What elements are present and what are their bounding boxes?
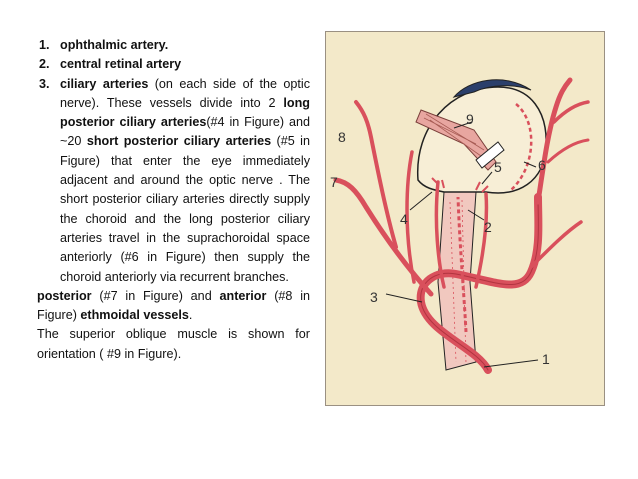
list-item: [37, 55, 310, 74]
list-item: [37, 75, 310, 287]
text-run: (#4 in Figure) and ~20: [60, 115, 311, 149]
short-posterior-ciliary-term: short posterior ciliary arteries: [86, 134, 272, 149]
anterior-term: anterior: [219, 288, 267, 303]
text-run: (#7 in Figure) and: [91, 288, 220, 303]
ethmoidal-vessels-term: ethmoidal vessels: [80, 308, 189, 323]
ciliary-arteries-term: ciliary arteries: [60, 76, 149, 91]
leader-line-3: [386, 294, 422, 302]
leader-line-4: [410, 192, 432, 210]
posterior-term: posterior: [37, 288, 92, 303]
ethmoid-paragraph: [37, 287, 310, 326]
long-posterior-ciliary-term: long posterior ciliary arteries: [60, 95, 310, 130]
label-9: 9: [466, 111, 474, 127]
label-7: 7: [330, 174, 338, 190]
leader-line-1: [484, 360, 538, 367]
text-run: (#5 in Figure) that enter the eye immediately adjacent and around the optic nerve . The short posterior ciliary arteries directly supply the choroid and the long posterior ciliary arteries travel in the suprachoroidal space anteriorly (#6 in Figure) then supply the choroid anteriorly via recurrent branches.: [60, 134, 310, 284]
supraorbital-artery: [407, 152, 414, 282]
eye-vessels-illustration: [326, 32, 604, 405]
long-posterior-ciliary-artery-right: [476, 194, 487, 287]
text-run: The superior oblique muscle is shown for orientation ( #9 in Figure).: [37, 327, 310, 361]
text-column: [37, 36, 310, 364]
eyeball: [418, 87, 546, 193]
lacrimal-branch-2: [548, 140, 588, 162]
label-3: 3: [370, 289, 378, 305]
central-retinal-artery-term: central retinal artery: [60, 57, 182, 72]
anatomy-figure: [325, 31, 605, 406]
list-number: 2.: [39, 57, 50, 72]
list-item: [37, 36, 310, 55]
label-2: 2: [484, 219, 492, 235]
label-8: 8: [338, 129, 346, 145]
text-run: (on each side of the optic nerve). These vessels divide into 2: [60, 76, 310, 110]
label-5: 5: [494, 159, 502, 175]
text-run: (#8 in Figure): [37, 288, 310, 323]
text-run: .: [188, 308, 193, 323]
label-1: 1: [542, 351, 550, 367]
oblique-paragraph: [37, 325, 310, 364]
ophthalmic-artery-term: ophthalmic artery.: [60, 38, 169, 52]
list-number: 1.: [39, 38, 50, 52]
label-4: 4: [400, 211, 408, 227]
label-6: 6: [538, 157, 546, 173]
list-number: 3.: [39, 76, 50, 91]
